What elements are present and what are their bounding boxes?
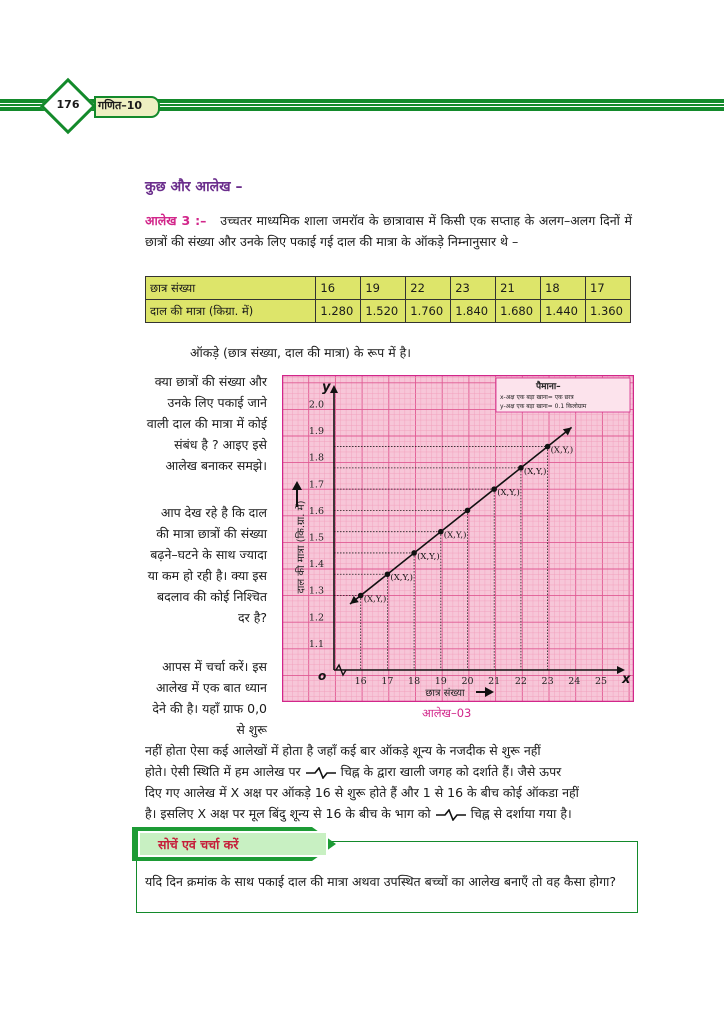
x-tick-label: 20 xyxy=(461,676,474,687)
y-tick-label: 1.2 xyxy=(308,612,324,624)
continuation-line-2 xyxy=(145,761,561,782)
side-paragraph-2: आप देख रहे है कि दाल की मात्रा छात्रों की संख्या बढ़ने–घटने के साथ ज्यादा या कम हो रही है। क्या इस बदलाव की कोई निश्चित दर है? xyxy=(147,505,267,625)
continuation-text: है। इसलिए X अक्ष पर मूल बिंदु शून्य से 16 के बीच के भाग को xyxy=(145,806,431,821)
data-point xyxy=(438,529,444,535)
table-row xyxy=(146,300,631,323)
scale-title: पैमाना– xyxy=(536,382,561,392)
table-cell: 1.520 xyxy=(361,300,406,323)
table-cell: 22 xyxy=(406,277,451,300)
chart-caption: आलेख–03 xyxy=(422,706,472,720)
section-title: कुछ और आलेख – xyxy=(145,179,243,195)
table-cell: 1.760 xyxy=(406,300,451,323)
y-tick-label: 1.9 xyxy=(308,426,324,438)
pair-note: ऑकड़े (छात्र संख्या, दाल की मात्रा) के रूप में है। xyxy=(190,345,412,360)
y-tick-label: 1.7 xyxy=(308,479,324,491)
continuation-line-4 xyxy=(145,803,572,824)
scale-x-line: x-अक्ष एक बड़ा खाना= एक छात्र xyxy=(500,394,574,401)
x-tick-label: 25 xyxy=(594,676,608,687)
break-symbol-icon xyxy=(435,809,467,821)
table-cell: 23 xyxy=(451,277,496,300)
x-tick-label: 23 xyxy=(541,676,554,687)
table-cell: 18 xyxy=(541,277,586,300)
data-point xyxy=(545,444,551,450)
table-cell: 1.440 xyxy=(541,300,586,323)
table-cell: 19 xyxy=(361,277,406,300)
x-tick-label: 22 xyxy=(514,676,527,687)
page-number: 176 xyxy=(56,98,80,111)
x-axis-label: छात्र संख्या xyxy=(425,688,465,699)
x-tick-label: 17 xyxy=(381,676,394,687)
data-table xyxy=(145,276,631,323)
continuation-text: चिह्न के द्वारा खाली जगह को दर्शाते हैं। जैसे ऊपर xyxy=(340,764,562,779)
example-intro xyxy=(145,210,632,252)
table-cell: 1.840 xyxy=(451,300,496,323)
y-axis-label: दाल की मात्रा (कि.ग्रा. में) xyxy=(296,500,307,594)
table-cell: 1.360 xyxy=(586,300,631,323)
x-tick-label: 24 xyxy=(568,676,581,687)
y-tick-label: 1.6 xyxy=(308,505,324,517)
y-tick-label: 1.4 xyxy=(308,559,324,571)
continuation-line-1: नहीं होता ऐसा कई आलेखों में होता है जहाँ कई बार ऑकड़े शून्य के नजदीक से शुरू नहीं xyxy=(145,743,541,758)
side-paragraph-1: क्या छात्रों की संख्या और उनके लिए पकाई जाने वाली दाल की मात्रा में कोई संबंध है ? आइए इसे आलेख बनाकर समझे। xyxy=(146,374,267,473)
table-cell: 17 xyxy=(586,277,631,300)
point-label: (X,Y,) xyxy=(443,530,467,541)
y-tick-label: 2.0 xyxy=(308,399,324,411)
example-text: उच्चतर माध्यमिक शाला जमरॉव के छात्रावास में किसी एक सप्ताह के अलग–अलग दिनों में छात्रों की संख्या और उनके लिए पकाई गई दाल की मात्रा के ऑकड़े निम्नानुसार थे – xyxy=(145,213,632,249)
continuation-text: होते। ऐसी स्थिति में हम आलेख पर xyxy=(145,764,301,779)
y-tick-label: 1.3 xyxy=(308,585,324,597)
data-point xyxy=(491,486,497,492)
subject-title: गणित–10 xyxy=(98,99,143,112)
point-label: (X,Y,) xyxy=(550,445,574,456)
y-tick-label: 1.8 xyxy=(308,452,324,464)
table-cell: 21 xyxy=(496,277,541,300)
continuation-line-3: दिए गए आलेख में X अक्ष पर ऑकड़े 16 से शुरू होते हैं और 1 से 16 के बीच कोई ऑकडा नहीं xyxy=(145,785,579,800)
data-point xyxy=(385,571,391,577)
point-label: (X,Y,) xyxy=(363,594,387,605)
think-box-text: यदि दिन क्रमांक के साथ पकाई दाल की मात्रा अथवा उपस्थित बच्चों का आलेख बनाएँ तो वह कैसा होगा? xyxy=(145,874,616,889)
data-point xyxy=(518,465,524,471)
x-tick-label: 18 xyxy=(408,676,421,687)
scatter-chart xyxy=(282,375,634,702)
origin-label: o xyxy=(318,669,327,683)
break-symbol-icon xyxy=(305,767,337,779)
data-point xyxy=(358,593,364,599)
data-point xyxy=(411,550,417,556)
point-label: (X,Y,) xyxy=(523,466,547,477)
row-label: छात्र संख्या xyxy=(146,277,316,300)
side-paragraph-3: आपस में चर्चा करें। इस आलेख में एक बात ध्यान देने की है। यहाँ ग्राफ 0,0 से शुरू xyxy=(152,659,267,737)
table-cell: 1.280 xyxy=(316,300,361,323)
y-tick-label: 1.1 xyxy=(308,638,324,650)
y-axis-letter: y xyxy=(322,380,331,395)
point-label: (X,Y,) xyxy=(417,551,440,562)
x-tick-label: 16 xyxy=(354,676,367,687)
row-label: दाल की मात्रा (किग्रा. में) xyxy=(146,300,316,323)
data-point xyxy=(465,508,471,514)
table-cell: 16 xyxy=(316,277,361,300)
think-box-title: सोचें एवं चर्चा करें xyxy=(158,837,239,852)
point-label: (X,Y,) xyxy=(390,573,414,584)
table-cell: 1.680 xyxy=(496,300,541,323)
point-label: (X,Y,) xyxy=(497,488,520,499)
continuation-text: चिह्न से दर्शाया गया है। xyxy=(470,806,572,821)
y-tick-label: 1.5 xyxy=(308,532,324,544)
scale-y-line: y-अक्ष एक बड़ा खाना= 0.1 किलोग्राम xyxy=(500,403,587,410)
table-row xyxy=(146,277,631,300)
x-tick-label: 19 xyxy=(434,676,447,687)
x-axis-letter: x xyxy=(622,672,631,687)
x-tick-label: 21 xyxy=(488,676,501,687)
example-label: आलेख 3 :– xyxy=(145,213,207,228)
